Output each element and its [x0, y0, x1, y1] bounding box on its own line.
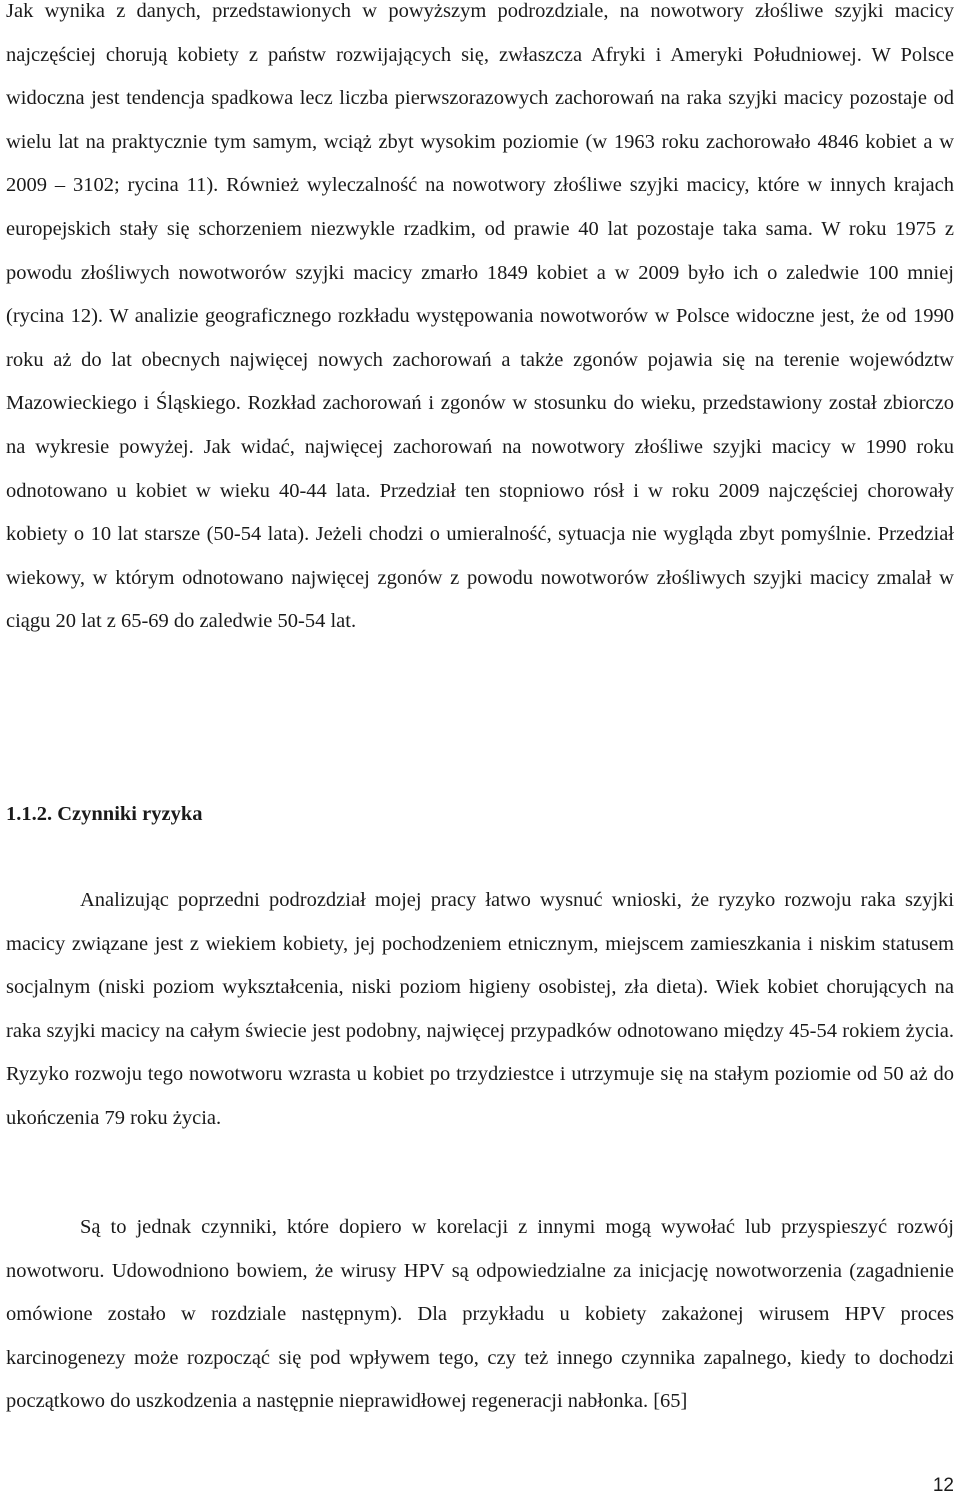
body-paragraph: Analizując poprzedni podrozdział mojej pracy łatwo wysnuć wnioski, że ryzyko rozwoju raka szyjki macicy związane jest z wiekiem kobiety, jej pochodzeniem etnicznym, miejscem zamieszkania i niskim statusem socjalnym (niski poziom wykształcenia, niski poziom higieny osobistej, zła dieta). Wiek kobiet chorujących na raka szyjki macicy na całym świecie jest podobny, najwięcej przypadków odnotowano między 45-54 rokiem życia. Ryzyko rozwoju tego nowotworu wzrasta u kobiet po trzydziestce i utrzymuje się na stałym poziomie od 50 aż do ukończenia 79 roku życia. [6, 889, 954, 1129]
body-paragraph: Jak wynika z danych, przedstawionych w powyższym podrozdziale, na nowotwory złośliwe szyjki macicy najczęściej chorują kobiety z państw rozwijających się, zwłaszcza Afryki i Ameryki Południowej. W Polsce widoczna jest tendencja spadkowa lecz liczba pierwszorazowych zachorowań na raka szyjki macicy pozostaje od wielu lat na praktycznie tym samym, wciąż zbyt wysokim poziomie (w 1963 roku zachorowało 4846 kobiet a w 2009 – 3102; rycina 11). Również wyleczalność na nowotwory złośliwe szyjki macicy, które w innych krajach europejskich stały się schorzeniem niezwykle rzadkim, od prawie 40 lat pozostaje taka sama. W roku 1975 z powodu złośliwych nowotworów szyjki macicy zmarło 1849 kobiet a w 2009 było ich o zaledwie 100 mniej (rycina 12). W analizie geograficznego rozkładu występowania nowotworów w Polsce widoczne jest, że od 1990 roku aż do lat obecnych najwięcej nowych zachorowań a także zgonów pojawia się na terenie województw Mazowieckiego i Śląskiego. Rozkład zachorowań i zgonów w stosunku do wieku, przedstawiony został zbiorczo na wykresie powyżej. Jak widać, najwięcej zachorowań na nowotwory złośliwe szyjki macicy w 1990 roku odnotowano u kobiet w wieku 40-44 lata. Przedział ten stopniowo rósł i w roku 2009 najczęściej chorowały kobiety o 10 lat starsze (50-54 lata). Jeżeli chodzi o umieralność, sytuacja nie wygląda zbyt pomyślnie. Przedział wiekowy, w którym odnotowano najwięcej zgonów z powodu nowotworów złośliwych szyjki macicy zmalał w ciągu 20 lat z 65-69 do zaledwie 50-54 lat. [6, 0, 954, 633]
page-number: 12 [932, 1475, 954, 1496]
body-paragraph: Są to jednak czynniki, które dopiero w korelacji z innymi mogą wywołać lub przyspieszyć rozwój nowotworu. Udowodniono bowiem, że wirusy HPV są odpowiedzialne za inicjację nowotworzenia (zagadnienie omówione zostało w rozdziale następnym). Dla przykładu u kobiety zakażonej wirusem HPV proces karcinogenezy może rozpocząć się pod wpływem tego, czy też innego czynnika zapalnego, kiedy to dochodzi początkowo do uszkodzenia a następnie nieprawidłowej regeneracji nabłonka. [65] [6, 1216, 954, 1413]
section-heading: 1.1.2. Czynniki ryzyka [6, 803, 203, 825]
